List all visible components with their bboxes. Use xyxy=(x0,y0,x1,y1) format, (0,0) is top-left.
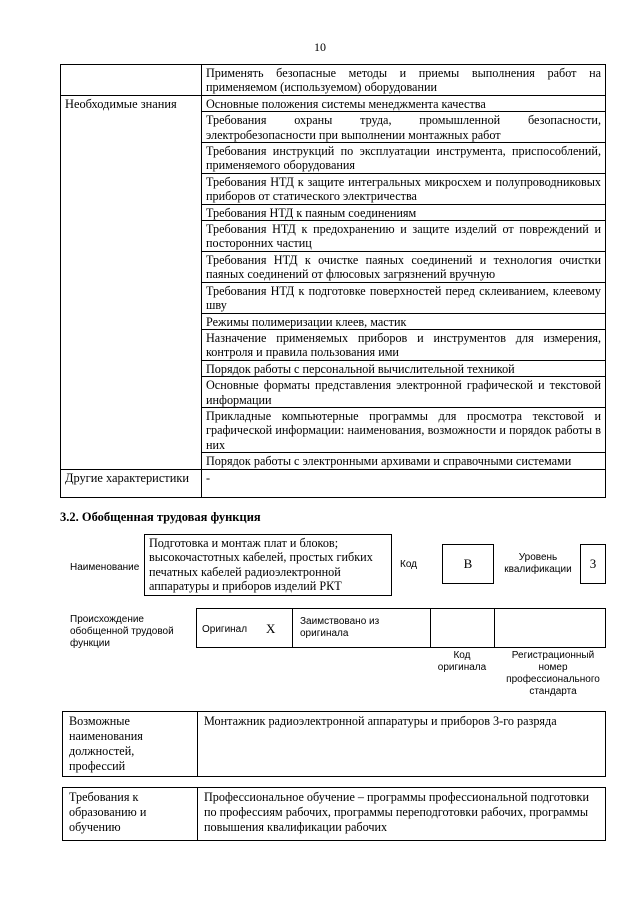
origin-label: Происхождение обобщенной трудовой функции xyxy=(70,614,174,649)
positions-value: Монтажник радиоэлектронной аппаратуры и приборов 3-го разряда xyxy=(198,712,606,777)
name-label: Наименование xyxy=(70,562,140,573)
knowledge-item: Требования инструкций по эксплуатации инструмента, приспособлений, применяемого оборудования xyxy=(202,143,606,174)
section-title: 3.2. Обобщенная трудовая функция xyxy=(60,510,261,524)
table-row xyxy=(63,788,606,841)
education-value: Профессиональное обучение – программы профессиональной подготовки по профессиям рабочих, программы переподготовки рабочих, программы повышения квалификации рабочих xyxy=(198,788,606,841)
reg-caption: Регистрационный номер профессионального стандарта xyxy=(506,650,600,697)
knowledge-item: Порядок работы с электронными архивами и справочными системами xyxy=(202,453,606,469)
name-value: Подготовка и монтаж плат и блоков; высокочастотных кабелей, простых гибких печатных кабелей радиоэлектронной аппаратуры и приборов изделий РКТ xyxy=(144,534,392,596)
borrowed-label: Заимствовано из оригинала xyxy=(300,616,380,639)
knowledge-item: Основные форматы представления электронной графической и текстовой информации xyxy=(202,377,606,408)
table-row xyxy=(61,95,606,111)
other-label: Другие характеристики xyxy=(61,469,202,497)
empty-label-cell xyxy=(61,65,202,96)
table-row xyxy=(61,65,606,96)
knowledge-item: Порядок работы с персональной вычислительной техникой xyxy=(202,360,606,376)
knowledge-label: Необходимые знания xyxy=(61,95,202,469)
knowledge-item: Требования охраны труда, промышленной безопасности, электробезопасности при выполнении монтажных работ xyxy=(202,112,606,143)
level-label: Уровень квалификации xyxy=(504,552,572,575)
code-label: Код xyxy=(400,559,418,570)
table-row xyxy=(63,712,606,777)
positions-label: Возможные наименования должностей, профессий xyxy=(63,712,198,777)
knowledge-item: Требования НТД к очистке паяных соединений и технология очистки паяных соединений от флюсовых загрязнений вручную xyxy=(202,251,606,282)
page-number: 10 xyxy=(314,40,326,54)
knowledge-item: Режимы полимеризации клеев, мастик xyxy=(202,313,606,329)
original-mark: X xyxy=(266,621,276,636)
origin-divider xyxy=(292,608,293,648)
knowledge-item: Требования НТД к подготовке поверхностей перед склеиванием, клеевому шву xyxy=(202,282,606,313)
knowledge-item: Требования НТД к защите интегральных микросхем и полупроводниковых приборов от статического электричества xyxy=(202,173,606,204)
positions-table xyxy=(62,711,606,777)
origin-divider xyxy=(430,608,431,648)
original-label: Оригинал xyxy=(202,624,248,635)
table-row xyxy=(61,469,606,497)
other-value: - xyxy=(202,469,606,497)
level-value: 3 xyxy=(580,544,606,584)
continuation-cell: Применять безопасные методы и приемы выполнения работ на применяемом (используемом) оборудовании xyxy=(202,65,606,96)
knowledge-table xyxy=(60,64,606,498)
education-label: Требования к образованию и обучению xyxy=(63,788,198,841)
code-value: B xyxy=(442,544,494,584)
knowledge-item: Основные положения системы менеджмента качества xyxy=(202,95,606,111)
knowledge-item: Назначение применяемых приборов и инструментов для измерения, контроля и правила пользования ими xyxy=(202,329,606,360)
knowledge-item: Требования НТД к паяным соединениям xyxy=(202,204,606,220)
origin-divider xyxy=(494,608,495,648)
education-table xyxy=(62,787,606,841)
knowledge-item: Прикладные компьютерные программы для просмотра текстовой и графической информации: наименования, возможности и порядок работы в них xyxy=(202,407,606,452)
code-caption: Код оригинала xyxy=(437,650,487,673)
knowledge-item: Требования НТД к предохранению и защите изделий от повреждений и посторонних частиц xyxy=(202,221,606,252)
